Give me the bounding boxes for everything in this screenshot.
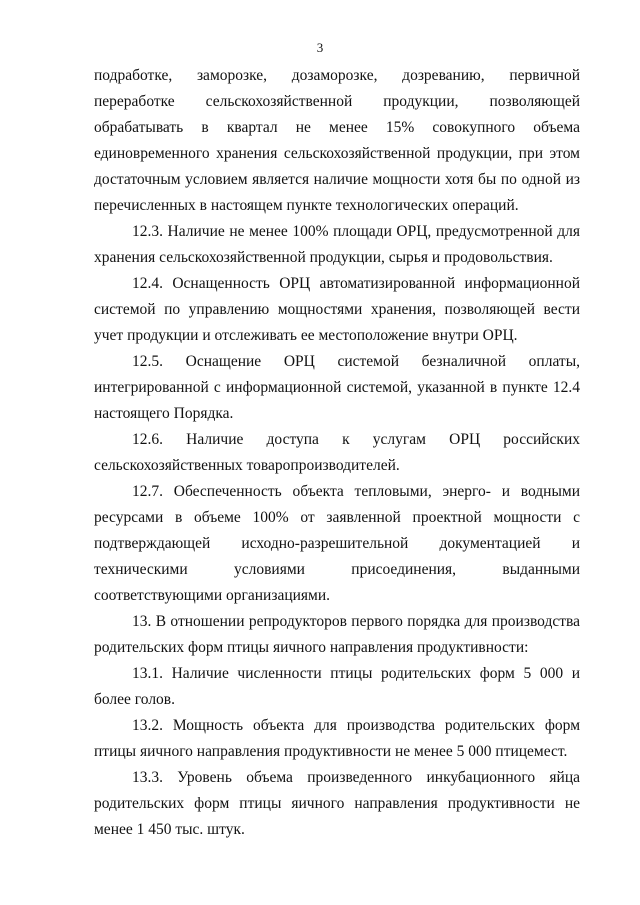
paragraph-13-2: 13.2. Мощность объекта для производства родительских форм птицы яичного направления продуктивности не менее 5 000 птицемест. xyxy=(94,717,580,760)
paragraph-12-5: 12.5. Оснащение ОРЦ системой безналичной оплаты, интегрированной с информационной системой, указанной в пункте 12.4 настоящего Порядка. xyxy=(94,353,580,422)
paragraph-12-7: 12.7. Обеспеченность объекта тепловыми, энерго- и водными ресурсами в объеме 100% от заявленной проектной мощности с подтверждающей исходно-разрешительной документацией и техническими условиями присоединения, выданными соответствующими организациями. xyxy=(94,483,580,604)
page-number: 3 xyxy=(316,40,324,55)
paragraph-12-3: 12.3. Наличие не менее 100% площади ОРЦ, предусмотренной для хранения сельскохозяйственной продукции, сырья и продовольствия. xyxy=(94,223,580,266)
paragraph-12-6: 12.6. Наличие доступа к услугам ОРЦ российских сельскохозяйственных товаропроизводителей. xyxy=(94,431,580,474)
paragraph-13-1: 13.1. Наличие численности птицы родительских форм 5 000 и более голов. xyxy=(94,665,580,708)
paragraph-13-3: 13.3. Уровень объема произведенного инкубационного яйца родительских форм птицы яичного направления продуктивности не менее 1 450 тыс. штук. xyxy=(94,769,580,838)
document-body xyxy=(94,63,580,843)
paragraph-13: 13. В отношении репродукторов первого порядка для производства родительских форм птицы яичного направления продуктивности: xyxy=(94,613,580,656)
paragraph-continuation: подработке, заморозке, дозаморозке, дозреванию, первичной переработке сельскохозяйственной продукции, позволяющей обрабатывать в квартал не менее 15% совокупного объема единовременного хранения сельскохозяйственной продукции, при этом достаточным условием является наличие мощности хотя бы по одной из перечисленных в настоящем пункте технологических операций. xyxy=(94,67,580,214)
paragraph-12-4: 12.4. Оснащенность ОРЦ автоматизированной информационной системой по управлению мощностями хранения, позволяющей вести учет продукции и отслеживать ее местоположение внутри ОРЦ. xyxy=(94,275,580,344)
